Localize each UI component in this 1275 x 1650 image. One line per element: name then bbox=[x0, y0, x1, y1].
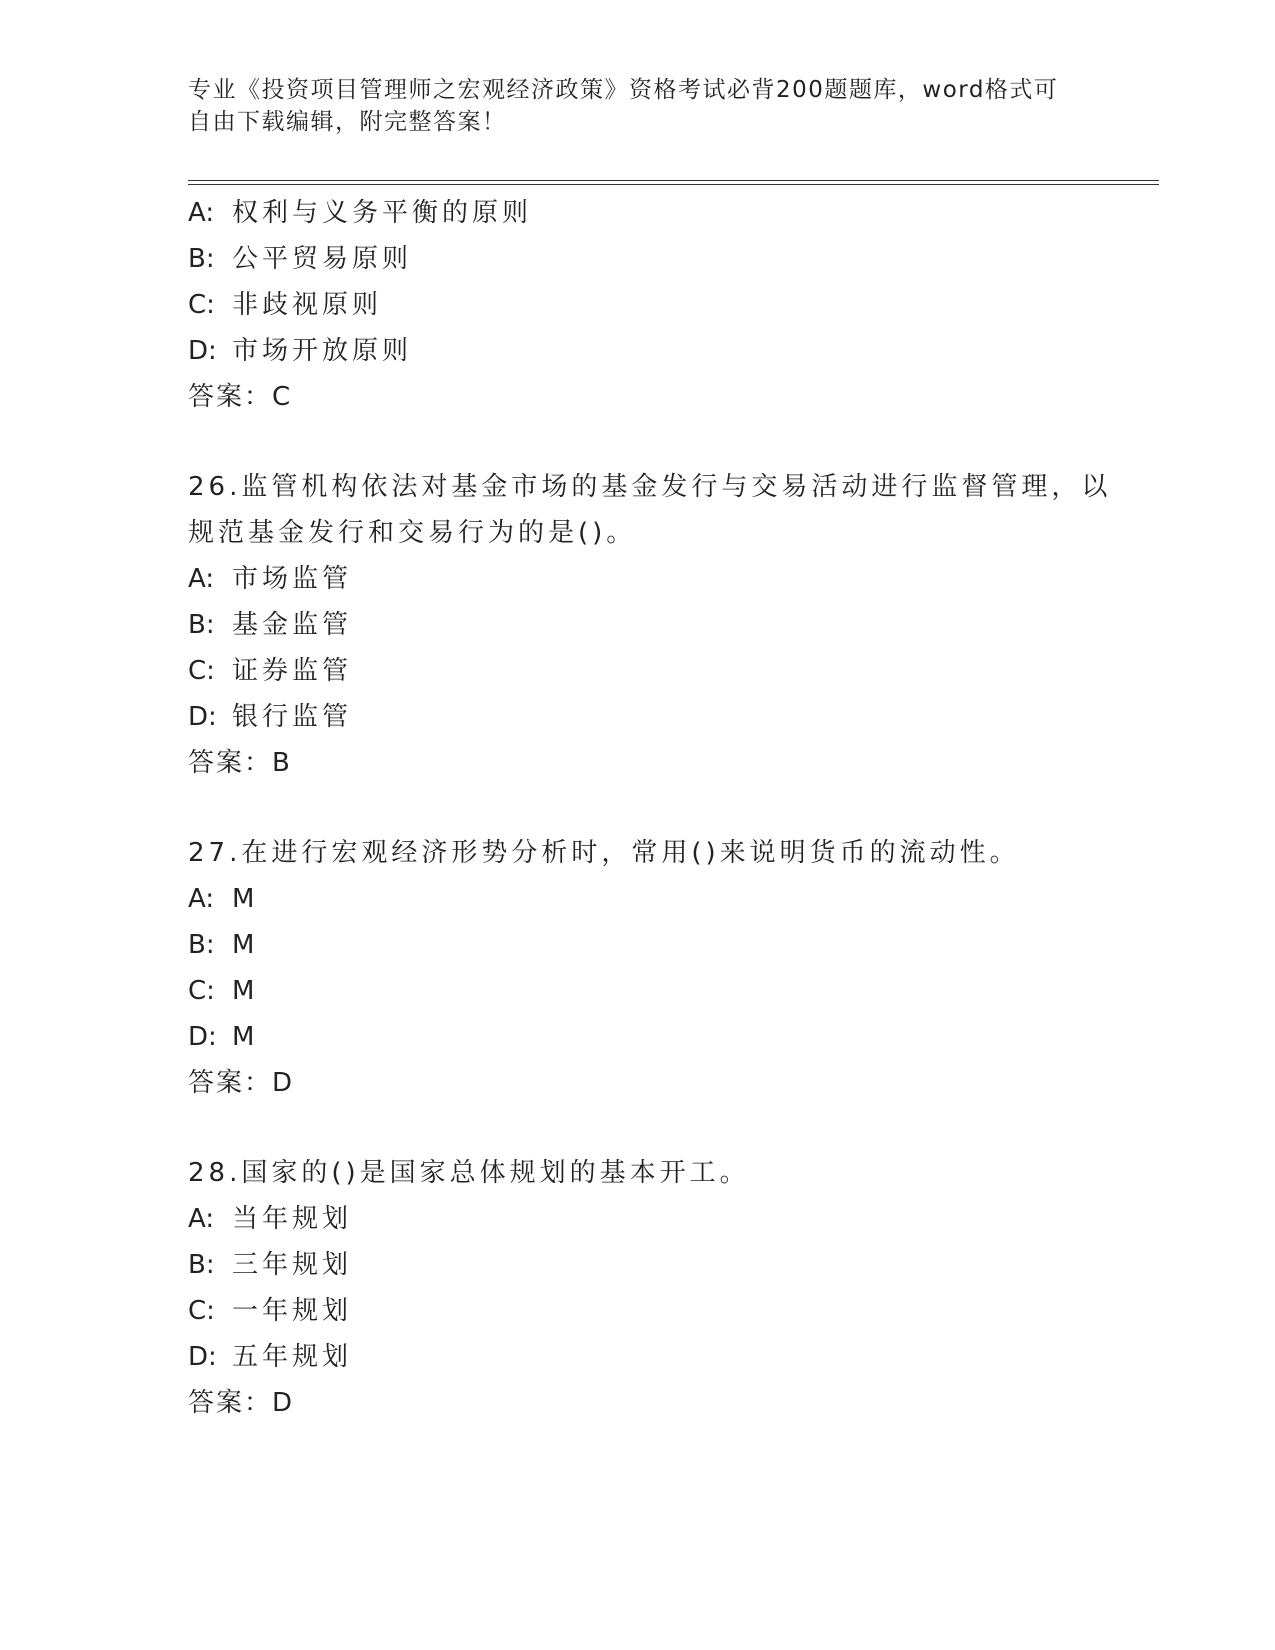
option-b bbox=[188, 922, 1128, 968]
option-label: B: bbox=[188, 1250, 215, 1280]
option-label: D: bbox=[188, 1342, 217, 1372]
option-label: D: bbox=[188, 1022, 217, 1052]
header-line-2: 自由下载编辑，附完整答案！ bbox=[188, 109, 507, 135]
option-b bbox=[188, 1242, 1128, 1288]
header-divider-bottom bbox=[188, 184, 1159, 185]
option-c bbox=[188, 282, 1128, 328]
option-text: 市场监管 bbox=[232, 564, 353, 594]
option-label: A: bbox=[188, 1204, 215, 1234]
option-text: 一年规划 bbox=[232, 1296, 353, 1326]
question-stem-line-1: 26.监管机构依法对基金市场的基金发行与交易活动进行监督管理，以 bbox=[188, 472, 1112, 502]
option-d bbox=[188, 1014, 1128, 1060]
option-text: 当年规划 bbox=[232, 1204, 353, 1234]
option-label: C: bbox=[188, 976, 215, 1006]
option-a bbox=[188, 556, 1128, 602]
option-label: D: bbox=[188, 702, 217, 732]
option-a bbox=[188, 190, 1128, 236]
option-label: B: bbox=[188, 244, 215, 274]
option-text: M bbox=[232, 884, 259, 914]
option-label: C: bbox=[188, 290, 215, 320]
option-d bbox=[188, 1334, 1128, 1380]
question-26 bbox=[188, 464, 1128, 786]
option-c bbox=[188, 1288, 1128, 1334]
header-divider-top bbox=[188, 180, 1159, 181]
answer: 答案：D bbox=[188, 1388, 295, 1418]
question-stem-line-1: 28.国家的()是国家总体规划的基本开工。 bbox=[188, 1158, 750, 1188]
option-text: M bbox=[232, 1022, 259, 1052]
answer: 答案：B bbox=[188, 748, 292, 778]
option-label: A: bbox=[188, 884, 215, 914]
option-label: B: bbox=[188, 610, 215, 640]
option-text: M bbox=[232, 976, 259, 1006]
option-text: 三年规划 bbox=[232, 1250, 353, 1280]
option-text: 公平贸易原则 bbox=[232, 244, 413, 274]
option-b bbox=[188, 602, 1128, 648]
option-label: C: bbox=[188, 1296, 215, 1326]
answer: 答案：C bbox=[188, 382, 293, 412]
option-label: B: bbox=[188, 930, 215, 960]
option-label: C: bbox=[188, 656, 215, 686]
option-text: 证券监管 bbox=[232, 656, 353, 686]
question-28 bbox=[188, 1150, 1128, 1426]
option-c bbox=[188, 648, 1128, 694]
answer: 答案：D bbox=[188, 1068, 295, 1098]
option-text: 非歧视原则 bbox=[232, 290, 383, 320]
question-27 bbox=[188, 830, 1128, 1106]
option-a bbox=[188, 876, 1128, 922]
document-header bbox=[188, 74, 1088, 138]
option-a bbox=[188, 1196, 1128, 1242]
option-label: A: bbox=[188, 564, 215, 594]
option-text: 市场开放原则 bbox=[232, 336, 413, 366]
option-text: 银行监管 bbox=[232, 702, 353, 732]
option-text: 权利与义务平衡的原则 bbox=[232, 198, 533, 228]
question-stem-line-2: 规范基金发行和交易行为的是()。 bbox=[188, 518, 637, 548]
question-list bbox=[188, 190, 1128, 1426]
option-label: A: bbox=[188, 198, 215, 228]
question-stem-line-1: 27.在进行宏观经济形势分析时，常用()来说明货币的流动性。 bbox=[188, 838, 1020, 868]
question-25-continued bbox=[188, 190, 1128, 420]
option-d bbox=[188, 328, 1128, 374]
option-text: 基金监管 bbox=[232, 610, 353, 640]
option-label: D: bbox=[188, 336, 217, 366]
header-line-1: 专业《投资项目管理师之宏观经济政策》资格考试必背200题题库，word格式可 bbox=[188, 77, 1059, 103]
option-text: 五年规划 bbox=[232, 1342, 353, 1372]
option-d bbox=[188, 694, 1128, 740]
option-text: M bbox=[232, 930, 259, 960]
option-b bbox=[188, 236, 1128, 282]
option-c bbox=[188, 968, 1128, 1014]
